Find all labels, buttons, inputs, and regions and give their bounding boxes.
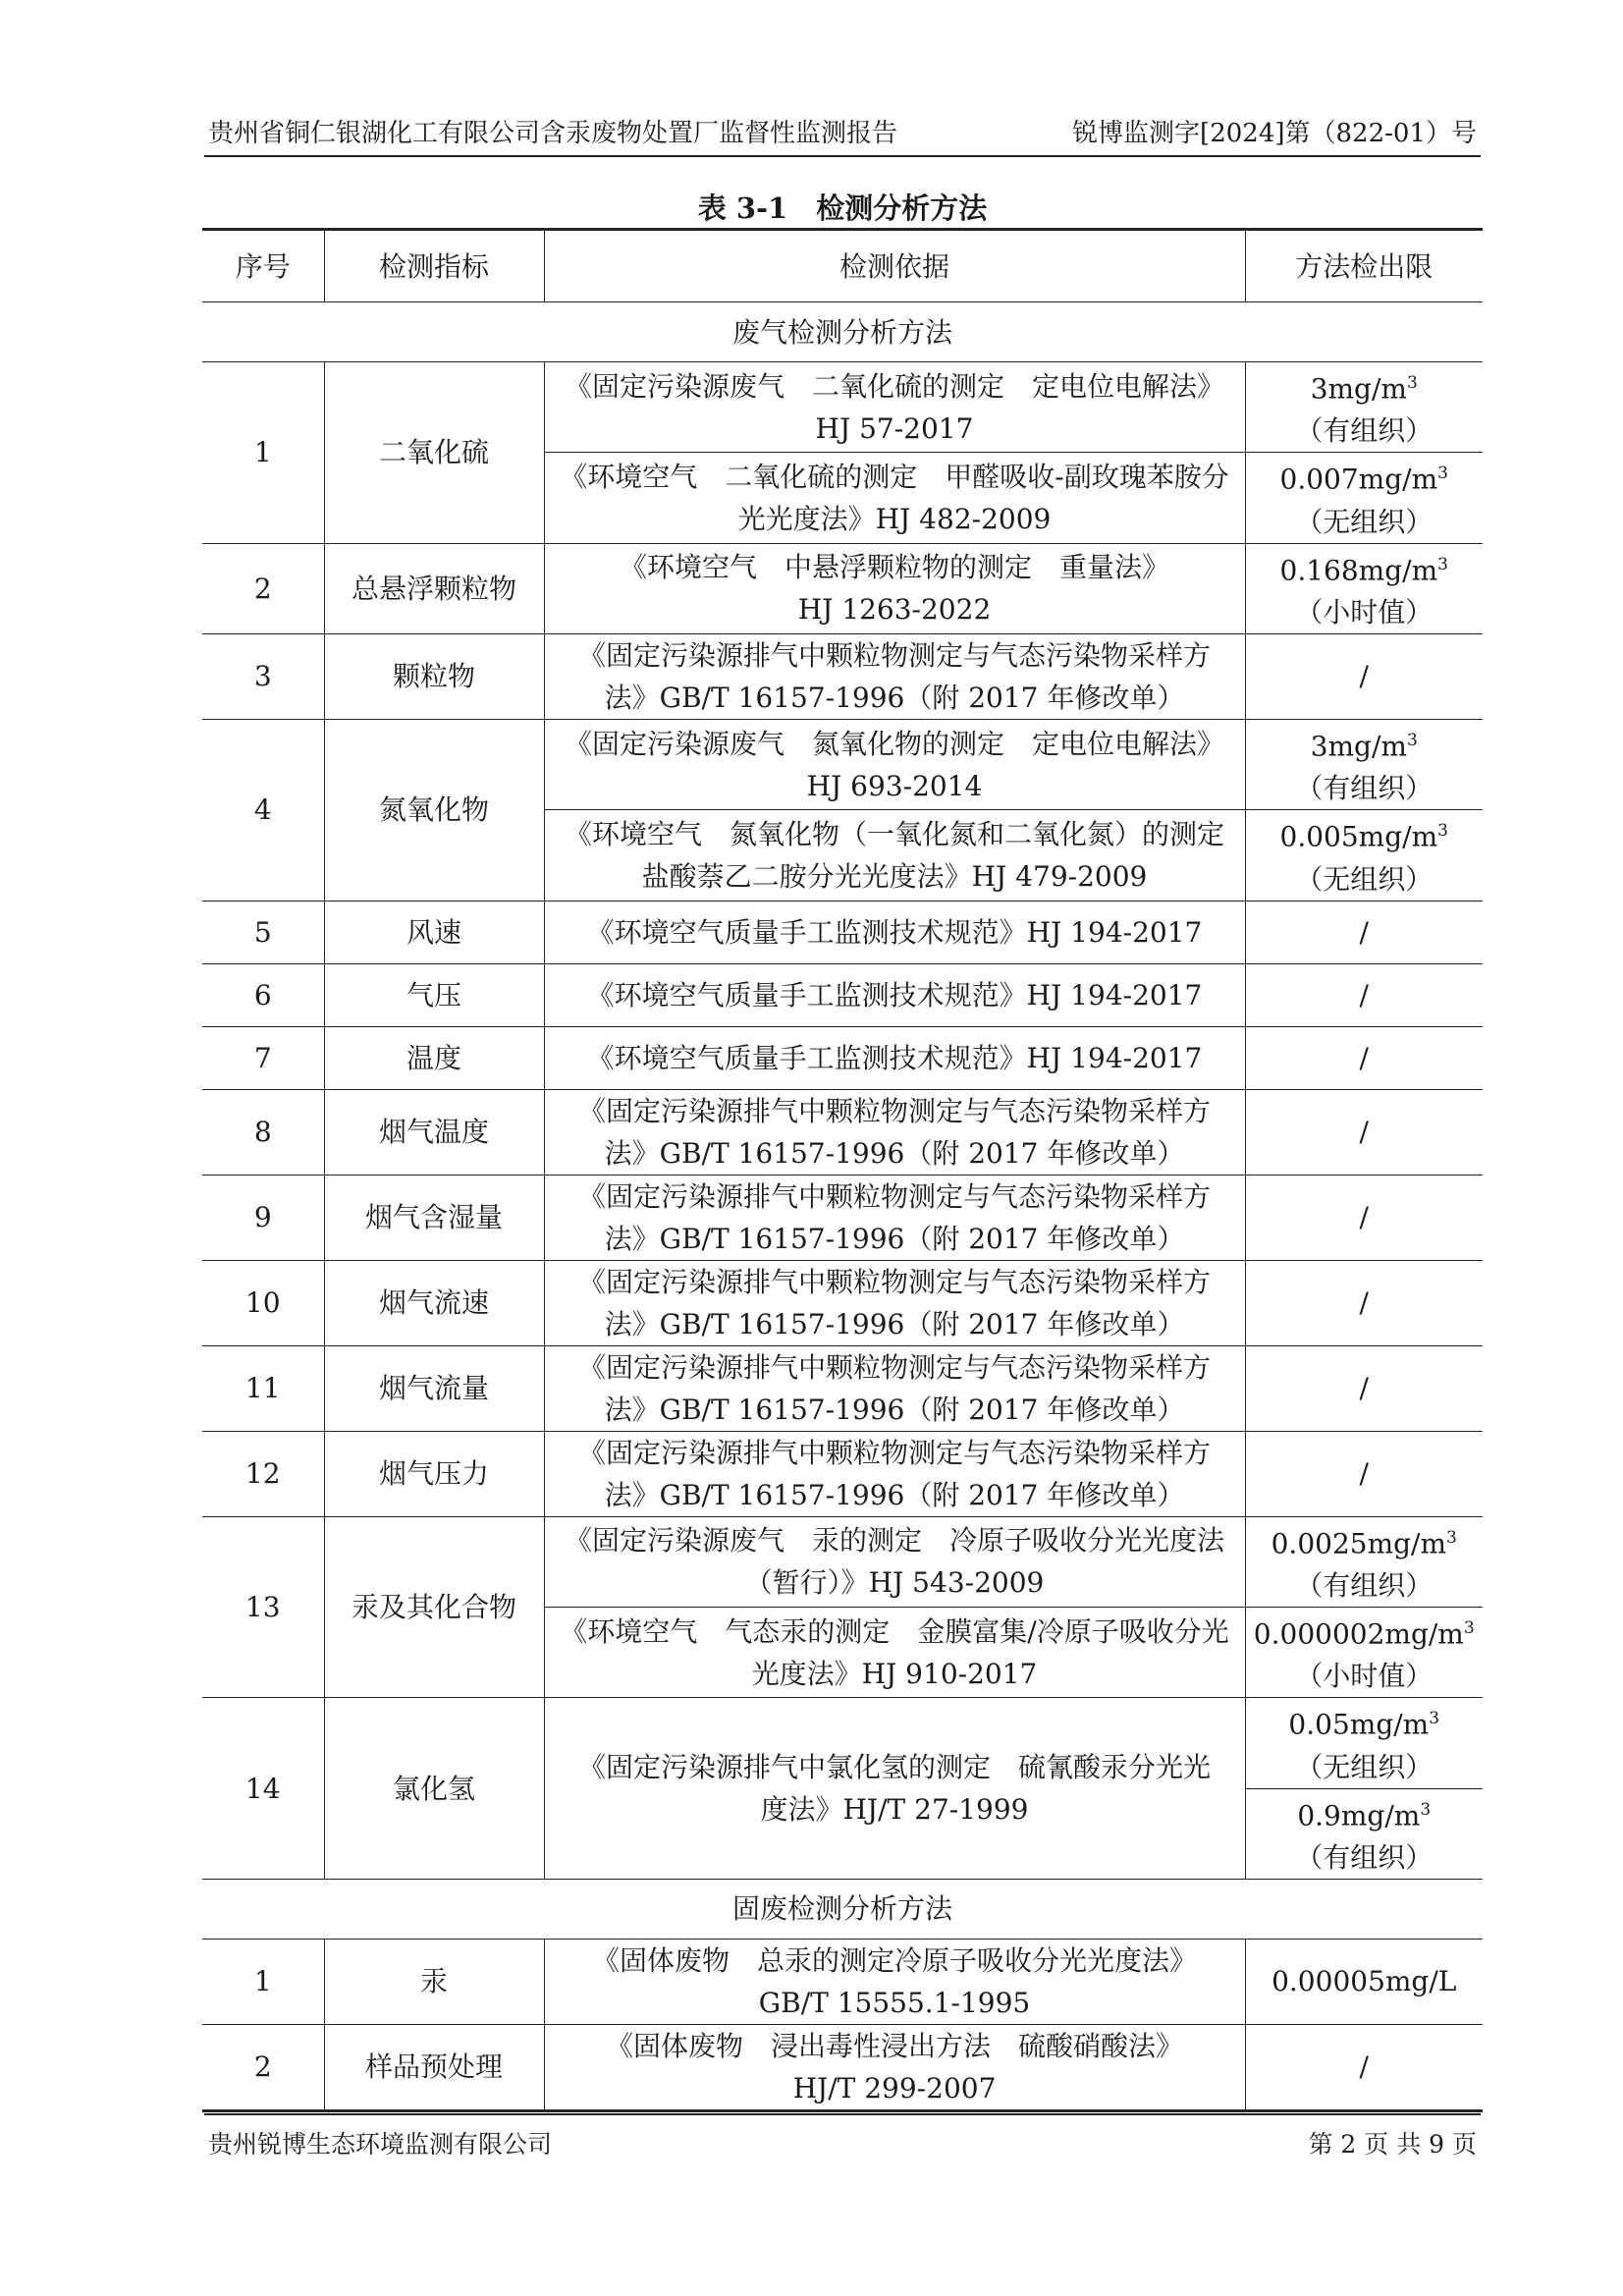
row-item: 总悬浮颗粒物: [324, 543, 544, 633]
page-number: 第 2 页 共 9 页: [1308, 2130, 1477, 2159]
row-limit: /: [1245, 633, 1483, 719]
row-item: 汞及其化合物: [324, 1516, 544, 1698]
row-basis: 《固定污染源废气 二氧化硫的测定 定电位电解法》 HJ 57-2017: [544, 362, 1245, 453]
table-row: [202, 719, 1483, 809]
col-header-no: 序号: [202, 230, 324, 302]
report-title: 贵州省铜仁银湖化工有限公司含汞废物处置厂监督性监测报告: [208, 119, 898, 148]
row-limit: $0.168mg/m^3$ （小时值）: [1245, 543, 1483, 633]
row-basis: 《固定污染源排气中颗粒物测定与气态污染物采样方 法》GB/T 16157-1996（附 2017 年修改单）: [544, 1175, 1245, 1260]
table-row: [202, 1516, 1483, 1607]
row-no: 4: [202, 719, 324, 901]
row-item: 风速: [324, 901, 544, 963]
page-footer: [204, 2113, 1481, 2159]
row-limit: $0.9mg/m^3$ （有组织）: [1245, 1788, 1483, 1879]
table-row: [202, 1089, 1483, 1175]
table-row: [202, 1939, 1483, 2024]
row-item: 气压: [324, 963, 544, 1026]
row-limit: /: [1245, 963, 1483, 1026]
row-item: 烟气温度: [324, 1089, 544, 1175]
row-limit: /: [1245, 1026, 1483, 1089]
row-no: 7: [202, 1026, 324, 1089]
row-limit: $0.05mg/m^3$ （无组织）: [1245, 1698, 1483, 1788]
row-item: 烟气流速: [324, 1260, 544, 1345]
col-header-basis: 检测依据: [544, 230, 1245, 302]
table-header-row: [202, 230, 1483, 302]
row-basis: 《固定污染源排气中颗粒物测定与气态污染物采样方 法》GB/T 16157-1996（附 2017 年修改单）: [544, 1431, 1245, 1516]
row-basis: 《环境空气质量手工监测技术规范》HJ 194-2017: [544, 963, 1245, 1026]
row-item: 二氧化硫: [324, 362, 544, 544]
row-item: 温度: [324, 1026, 544, 1089]
row-item: 氯化氢: [324, 1698, 544, 1880]
section-title: 废气检测分析方法: [202, 302, 1483, 362]
company-name: 贵州锐博生态环境监测有限公司: [208, 2130, 553, 2159]
row-item: 烟气压力: [324, 1431, 544, 1516]
table-row: [202, 543, 1483, 633]
table-row: [202, 633, 1483, 719]
row-no: 11: [202, 1345, 324, 1431]
row-basis: 《环境空气质量手工监测技术规范》HJ 194-2017: [544, 901, 1245, 963]
row-basis: 《固定污染源排气中氯化氢的测定 硫氰酸汞分光光 度法》HJ/T 27-1999: [544, 1698, 1245, 1880]
table-row: [202, 1175, 1483, 1260]
row-basis: 《环境空气 二氧化硫的测定 甲醛吸收-副玫瑰苯胺分 光光度法》HJ 482-2009: [544, 453, 1245, 543]
row-item: 烟气流量: [324, 1345, 544, 1431]
row-no: 5: [202, 901, 324, 963]
row-limit: 0.00005mg/L: [1245, 1939, 1483, 2024]
row-basis: 《固定污染源废气 氮氧化物的测定 定电位电解法》 HJ 693-2014: [544, 719, 1245, 809]
row-limit: $0.007mg/m^3$ （无组织）: [1245, 453, 1483, 543]
row-basis: 《固体废物 浸出毒性浸出方法 硫酸硝酸法》 HJ/T 299-2007: [544, 2024, 1245, 2110]
row-item: 汞: [324, 1939, 544, 2024]
row-limit: /: [1245, 1431, 1483, 1516]
row-limit: $3mg/m^3$ （有组织）: [1245, 362, 1483, 453]
row-limit: $3mg/m^3$ （有组织）: [1245, 719, 1483, 809]
row-limit: /: [1245, 1175, 1483, 1260]
row-basis: 《环境空气 中悬浮颗粒物的测定 重量法》 HJ 1263-2022: [544, 543, 1245, 633]
table-row: [202, 963, 1483, 1026]
col-header-limit: 方法检出限: [1245, 230, 1483, 302]
row-basis: 《固定污染源废气 汞的测定 冷原子吸收分光光度法 （暂行）》HJ 543-2009: [544, 1516, 1245, 1607]
row-limit: /: [1245, 1260, 1483, 1345]
row-limit: $0.000002mg/m^3$ （小时值）: [1245, 1607, 1483, 1697]
section-title: 固废检测分析方法: [202, 1879, 1483, 1939]
row-basis: 《固定污染源排气中颗粒物测定与气态污染物采样方 法》GB/T 16157-1996（附 2017 年修改单）: [544, 1345, 1245, 1431]
row-basis: 《环境空气 氮氧化物（一氧化氮和二氧化氮）的测定 盐酸萘乙二胺分光光度法》HJ 479-2009: [544, 810, 1245, 901]
row-basis: 《固定污染源排气中颗粒物测定与气态污染物采样方 法》GB/T 16157-1996（附 2017 年修改单）: [544, 1260, 1245, 1345]
row-limit: /: [1245, 901, 1483, 963]
row-basis: 《固定污染源排气中颗粒物测定与气态污染物采样方 法》GB/T 16157-1996（附 2017 年修改单）: [544, 633, 1245, 719]
table-row: [202, 1260, 1483, 1345]
row-basis: 《环境空气 气态汞的测定 金膜富集/冷原子吸收分光 光度法》HJ 910-2017: [544, 1607, 1245, 1697]
row-no: 3: [202, 633, 324, 719]
row-no: 6: [202, 963, 324, 1026]
row-basis: 《环境空气质量手工监测技术规范》HJ 194-2017: [544, 1026, 1245, 1089]
row-no: 10: [202, 1260, 324, 1345]
table-row: [202, 1345, 1483, 1431]
section-row-solid: [202, 1879, 1483, 1939]
table-row: [202, 1698, 1483, 1788]
row-limit: $0.005mg/m^3$ （无组织）: [1245, 810, 1483, 901]
row-item: 氮氧化物: [324, 719, 544, 901]
row-limit: /: [1245, 2024, 1483, 2110]
row-limit: $0.0025mg/m^3$ （有组织）: [1245, 1516, 1483, 1607]
row-no: 8: [202, 1089, 324, 1175]
table-title: 表 3-1 检测分析方法: [697, 191, 988, 225]
row-no: 12: [202, 1431, 324, 1516]
table-row: [202, 2024, 1483, 2110]
section-row-gas: [202, 302, 1483, 362]
row-no: 1: [202, 362, 324, 544]
row-no: 9: [202, 1175, 324, 1260]
row-basis: 《固定污染源排气中颗粒物测定与气态污染物采样方 法》GB/T 16157-1996（附 2017 年修改单）: [544, 1089, 1245, 1175]
row-no: 2: [202, 2024, 324, 2110]
row-limit: /: [1245, 1089, 1483, 1175]
table-row: [202, 1431, 1483, 1516]
table-row: [202, 901, 1483, 963]
row-item: 烟气含湿量: [324, 1175, 544, 1260]
table-row: [202, 362, 1483, 453]
report-number: 锐博监测字[2024]第（822-01）号: [1072, 119, 1477, 148]
row-basis: 《固体废物 总汞的测定冷原子吸收分光光度法》 GB/T 15555.1-1995: [544, 1939, 1245, 2024]
methods-table: [202, 228, 1483, 2112]
row-no: 1: [202, 1939, 324, 2024]
row-no: 14: [202, 1698, 324, 1880]
row-item: 颗粒物: [324, 633, 544, 719]
row-limit: /: [1245, 1345, 1483, 1431]
table-row: [202, 1026, 1483, 1089]
col-header-item: 检测指标: [324, 230, 544, 302]
row-item: 样品预处理: [324, 2024, 544, 2110]
page-header: [204, 110, 1481, 157]
row-no: 2: [202, 543, 324, 633]
row-no: 13: [202, 1516, 324, 1698]
